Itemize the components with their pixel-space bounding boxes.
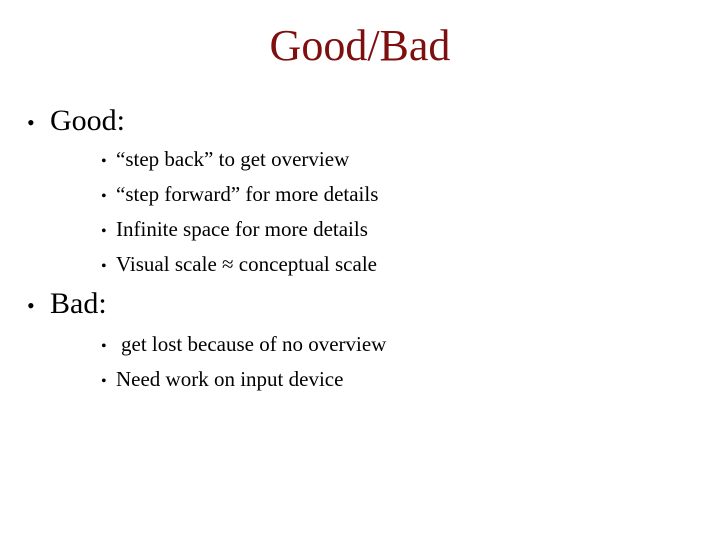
- list-item-text: “step back” to get overview: [116, 147, 350, 171]
- bullet-icon: •: [101, 188, 107, 205]
- list-item-text: “step forward” for more details: [116, 182, 379, 206]
- list-item: [101, 146, 349, 175]
- section-heading-good: [27, 104, 125, 140]
- list-item-text: Infinite space for more details: [116, 217, 368, 241]
- bullet-icon: •: [27, 293, 35, 318]
- bullet-icon: •: [101, 373, 107, 390]
- list-item: [101, 366, 343, 395]
- list-item-text: get lost because of no overview: [121, 332, 387, 356]
- list-item: [101, 181, 378, 210]
- list-item: [101, 331, 386, 360]
- bullet-icon: •: [101, 153, 107, 170]
- list-item: [101, 216, 368, 245]
- bullet-icon: •: [27, 110, 35, 135]
- list-item-text: Need work on input device: [116, 367, 344, 391]
- section-heading-label: Good:: [50, 104, 125, 137]
- slide-title: Good/Bad: [269, 21, 451, 70]
- bullet-icon: •: [101, 258, 107, 275]
- bullet-icon: •: [101, 338, 107, 355]
- section-heading-label: Bad:: [50, 287, 107, 320]
- list-item-text: Visual scale ≈ conceptual scale: [116, 252, 377, 276]
- section-heading-bad: [27, 287, 107, 323]
- list-item: [101, 251, 377, 280]
- bullet-icon: •: [101, 223, 107, 240]
